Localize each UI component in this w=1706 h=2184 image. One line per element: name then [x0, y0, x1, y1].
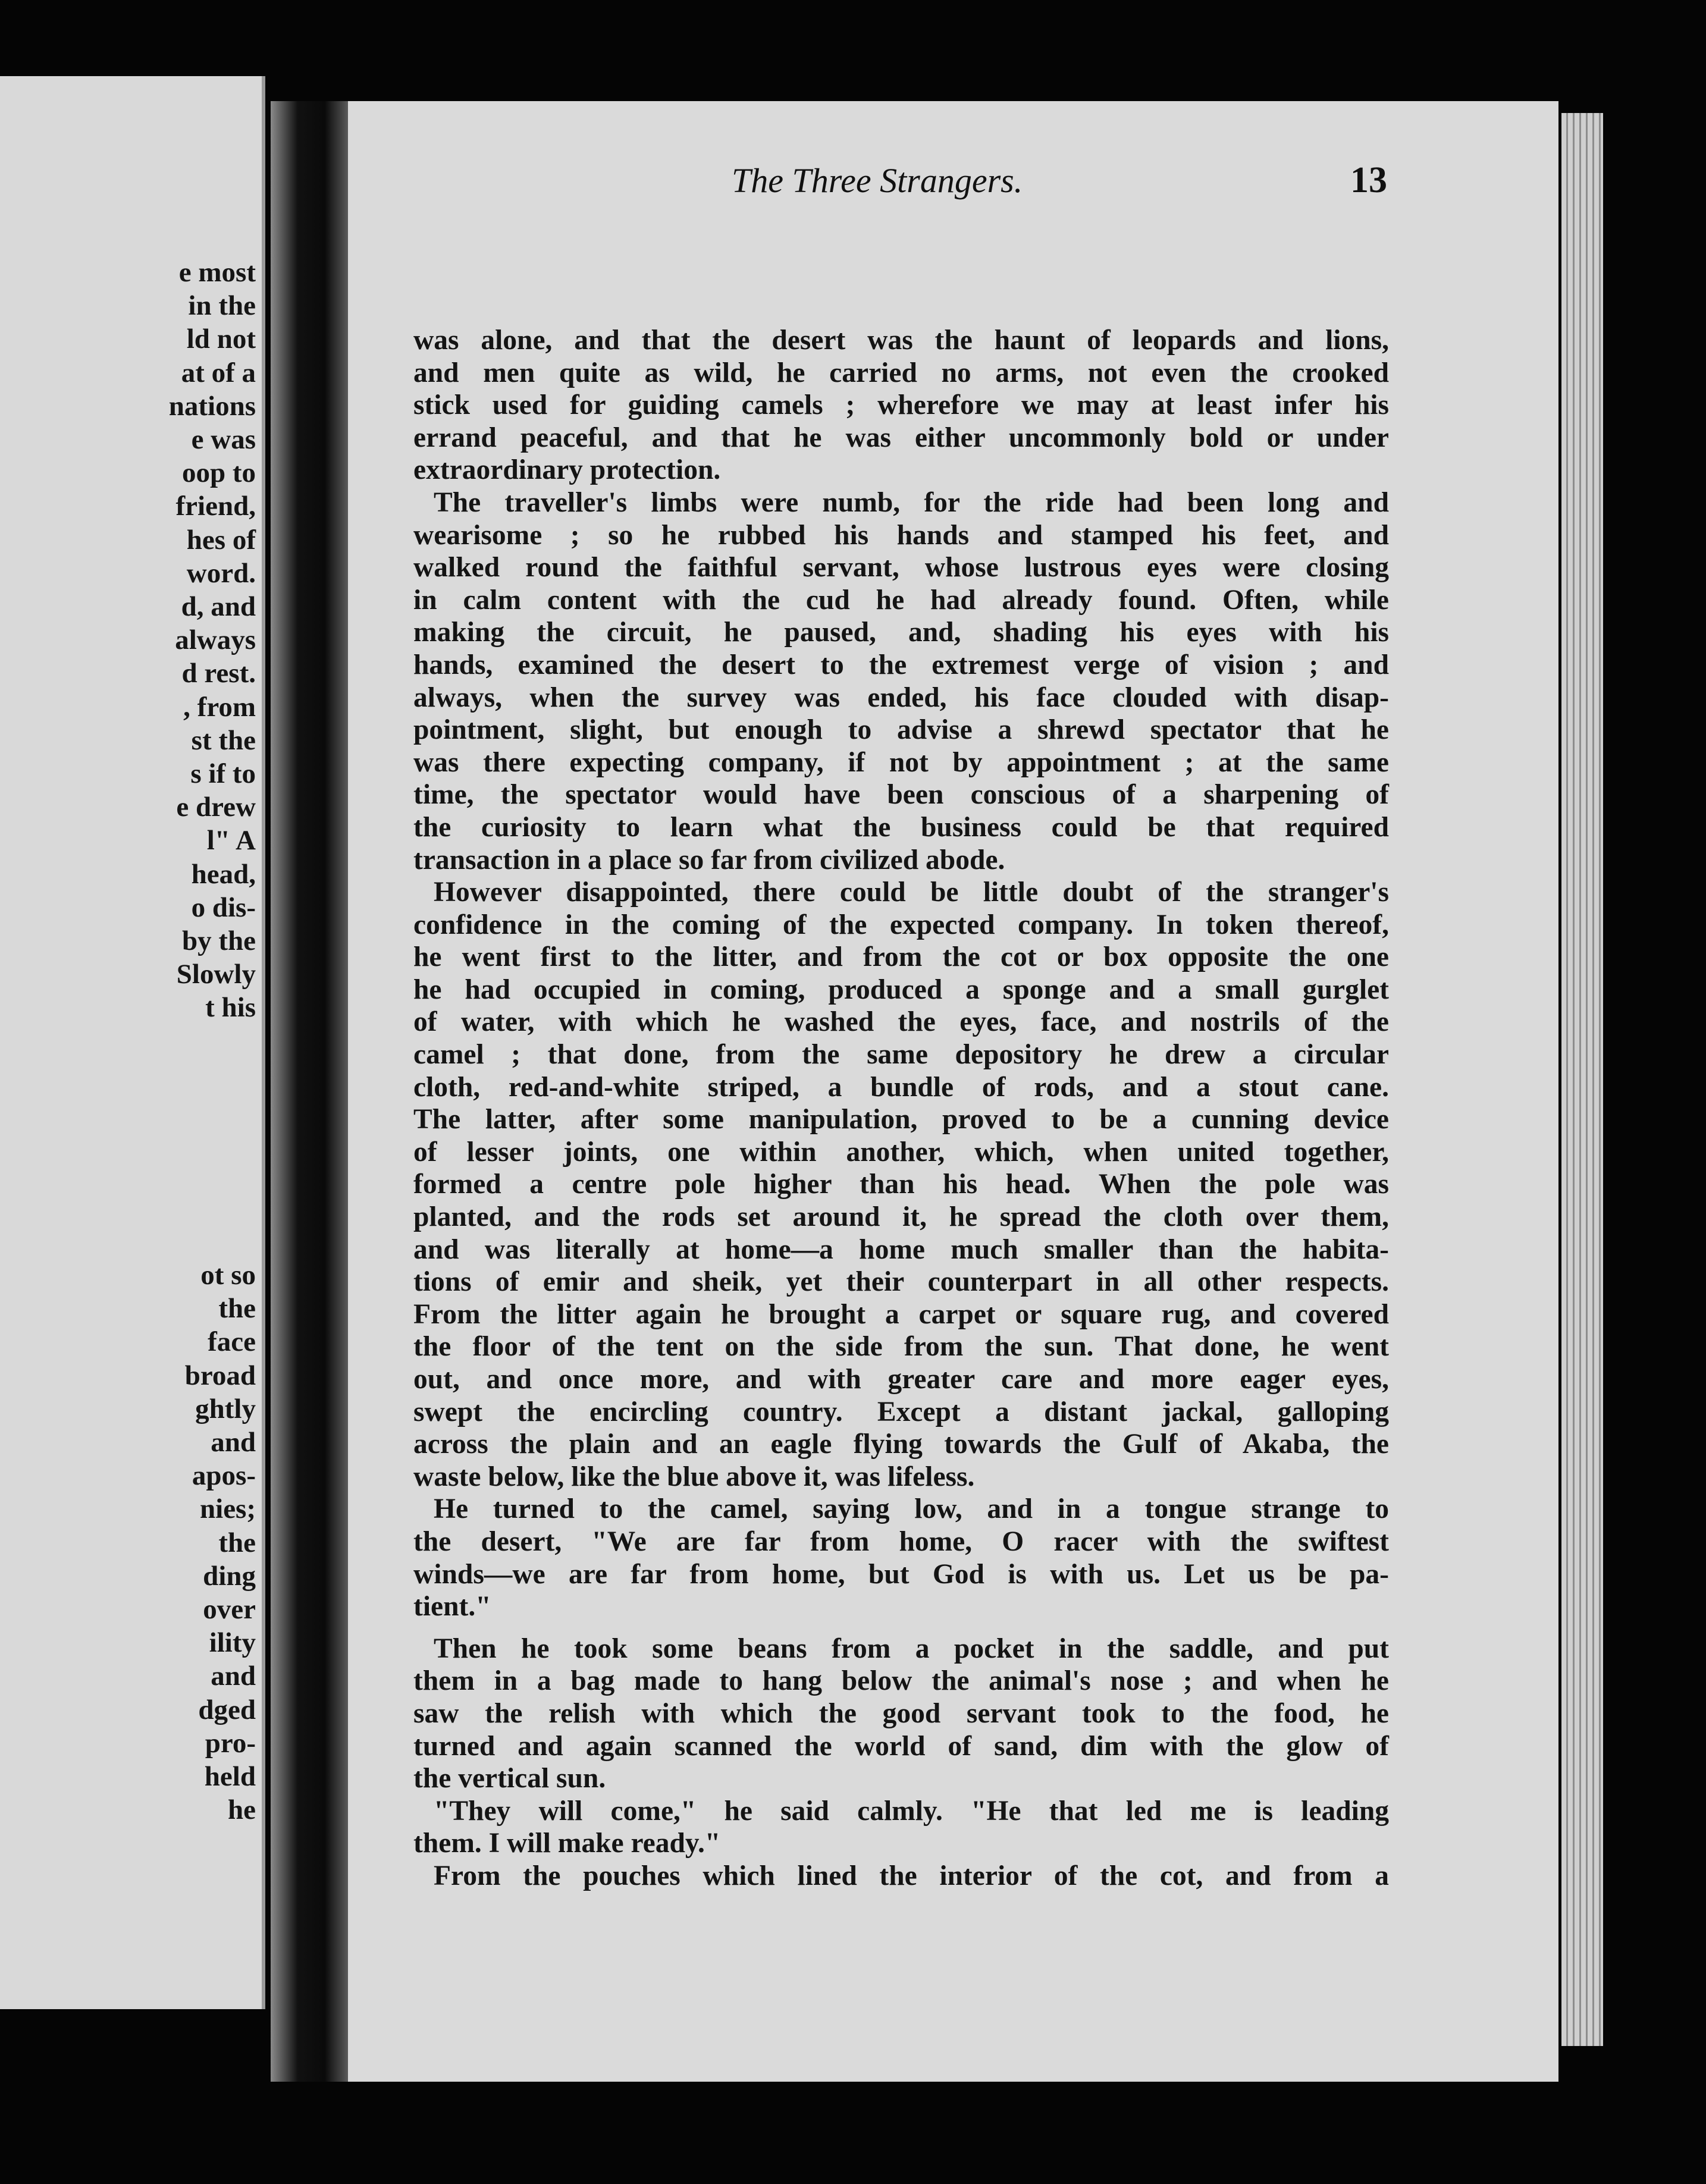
text-line: swept the encircling country. Except a distant jackal, galloping	[413, 1396, 1389, 1427]
text-line: in calm content with the cud he had already found. Often, while	[413, 584, 1389, 616]
text-line: and men quite as wild, he carried no arms, not even the crooked	[413, 357, 1389, 388]
text-line: Then he took some beans from a pocket in the saddle, and put	[434, 1633, 1389, 1664]
previous-page-line: st the	[191, 724, 256, 756]
text-line: From the litter again he brought a carpet or square rug, and covered	[413, 1298, 1389, 1330]
previous-page-line: l" A	[206, 825, 256, 856]
text-line: walked round the faithful servant, whose lustrous eyes were closing	[413, 552, 1389, 583]
page-gutter-shadow	[271, 101, 348, 2082]
text-line: he went first to the litter, and from the cot or box opposite the one	[413, 942, 1389, 973]
paragraph-gap	[413, 1623, 1389, 1633]
text-line: formed a centre pole higher than his head. When the pole was	[413, 1169, 1389, 1200]
text-line: always, when the survey was ended, his face clouded with disap-	[413, 682, 1389, 713]
previous-page-line: broad	[184, 1360, 256, 1391]
text-line: From the pouches which lined the interior of the cot, and from a	[434, 1860, 1389, 1891]
text-line: hands, examined the desert to the extremest verge of vision ; and	[413, 649, 1389, 680]
previous-page-line: oop to	[181, 457, 256, 489]
previous-page-line: Slowly	[176, 959, 256, 990]
text-line: time, the spectator would have been conscious of a sharpening of	[413, 779, 1389, 811]
previous-page-line: face	[208, 1326, 256, 1358]
previous-page-line: apos-	[192, 1460, 256, 1492]
previous-page-line: dged	[198, 1694, 256, 1725]
text-line: He turned to the camel, saying low, and in a tongue strange to	[434, 1493, 1389, 1525]
text-line: stick used for guiding camels ; wherefore we may at least infer his	[413, 390, 1389, 421]
previous-page-line: t his	[205, 992, 256, 1024]
text-line: tions of emir and sheik, yet their counterpart in all other respects.	[413, 1266, 1389, 1298]
previous-page-line: friend,	[175, 491, 256, 522]
text-line: out, and once more, and with greater care and more eager eyes,	[413, 1364, 1389, 1395]
text-line: winds—we are far from home, but God is with us. Let us be pa-	[413, 1558, 1389, 1590]
text-line: planted, and the rods set around it, he spread the cloth over them,	[413, 1201, 1389, 1233]
previous-page-line: ld not	[186, 324, 256, 355]
previous-page-line: pro-	[205, 1727, 256, 1759]
text-line: across the plain and an eagle flying towards the Gulf of Akaba, the	[413, 1429, 1389, 1460]
previous-page-line: s if to	[190, 758, 256, 789]
text-line: extraordinary protection.	[413, 454, 721, 486]
text-line: The traveller's limbs were numb, for the ride had been long and	[434, 487, 1389, 518]
previous-page	[0, 76, 265, 2009]
previous-page-line: e most	[178, 257, 256, 288]
previous-page-line: the	[218, 1527, 256, 1558]
text-line: of lesser joints, one within another, which, when united together,	[413, 1136, 1389, 1168]
text-line: the floor of the tent on the side from the sun. That done, he went	[413, 1331, 1389, 1363]
text-line: waste below, like the blue above it, was lifeless.	[413, 1461, 975, 1492]
text-line: The latter, after some manipulation, proved to be a cunning device	[413, 1104, 1389, 1135]
previous-page-line: ility	[209, 1627, 256, 1659]
previous-page-line: in the	[188, 290, 256, 322]
text-line: However disappointed, there could be little doubt of the stranger's	[434, 877, 1389, 908]
previous-page-line: head,	[191, 858, 256, 890]
previous-page-line: by the	[181, 925, 256, 956]
previous-page-line: o dis-	[191, 892, 256, 923]
previous-page-line: , from	[183, 691, 256, 723]
text-line: them. I will make ready."	[413, 1828, 721, 1859]
text-line: the vertical sun.	[413, 1763, 606, 1794]
previous-page-line: d, and	[181, 591, 256, 622]
text-line: he had occupied in coming, produced a sponge and a small gurglet	[413, 974, 1389, 1005]
text-line: errand peaceful, and that he was either uncommonly bold or under	[413, 422, 1389, 453]
text-line: was there expecting company, if not by appointment ; at the same	[413, 746, 1389, 778]
previous-page-line: word.	[186, 557, 256, 589]
text-line: making the circuit, he paused, and, shading his eyes with his	[413, 617, 1389, 648]
previous-page-line: held	[204, 1761, 256, 1792]
text-line: saw the relish with which the good servant took to the food, he	[413, 1697, 1389, 1729]
text-line: and was literally at home—a home much smaller than the habita-	[413, 1234, 1389, 1265]
previous-page-line: ghtly	[195, 1393, 256, 1424]
previous-page-line: and	[211, 1427, 256, 1458]
previous-page-line: d rest.	[181, 658, 256, 689]
text-line: wearisome ; so he rubbed his hands and stamped his feet, and	[413, 519, 1389, 551]
text-line: the curiosity to learn what the business could be that required	[413, 811, 1389, 843]
text-line: confidence in the coming of the expected company. In token thereof,	[413, 909, 1389, 940]
page-edges	[1561, 113, 1603, 2046]
previous-page-line: nies;	[200, 1493, 256, 1525]
body-text	[413, 324, 1389, 1893]
previous-page-line: ot so	[200, 1260, 256, 1291]
previous-page-line: and	[211, 1661, 256, 1692]
previous-page-line: at of a	[181, 357, 256, 388]
text-line: tient."	[413, 1591, 491, 1623]
text-line: them in a bag made to hang below the animal's nose ; and when he	[413, 1665, 1389, 1697]
text-line: the desert, "We are far from home, O racer with the swiftest	[413, 1526, 1389, 1557]
page-number: 13	[1350, 160, 1387, 200]
previous-page-line: nations	[168, 390, 256, 422]
previous-page-line: he	[228, 1794, 256, 1826]
text-line: was alone, and that the desert was the haunt of leopards and lions,	[413, 325, 1389, 356]
text-line: "They will come," he said calmly. "He that led me is leading	[434, 1795, 1389, 1827]
text-line: of water, with which he washed the eyes, face, and nostrils of the	[413, 1006, 1389, 1038]
running-title: The Three Strangers.	[732, 161, 1023, 200]
previous-page-line: always	[175, 625, 256, 656]
text-line: transaction in a place so far from civilized abode.	[413, 844, 1005, 876]
text-line: camel ; that done, from the same depository he drew a circular	[413, 1039, 1389, 1071]
previous-page-line: hes of	[186, 524, 256, 556]
text-line: cloth, red-and-white striped, a bundle of rods, and a stout cane.	[413, 1071, 1389, 1103]
previous-page-line: e drew	[176, 792, 256, 823]
text-line: turned and again scanned the world of sand, dim with the glow of	[413, 1730, 1389, 1762]
previous-page-line: e was	[191, 424, 256, 455]
previous-page-line: the	[218, 1293, 256, 1325]
text-line: pointment, slight, but enough to advise a shrewd spectator that he	[413, 714, 1389, 746]
previous-page-line: over	[203, 1594, 256, 1625]
previous-page-line: ding	[203, 1560, 256, 1592]
